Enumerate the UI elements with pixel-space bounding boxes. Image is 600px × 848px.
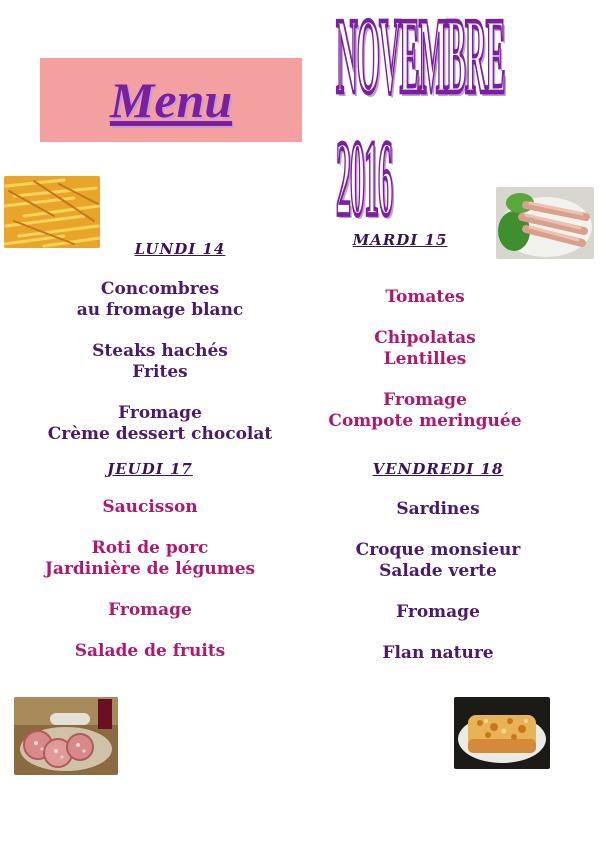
dish-side: Lentilles bbox=[383, 349, 467, 369]
dish-starter: Saucisson bbox=[102, 497, 198, 517]
croque-monsieur-photo bbox=[454, 697, 550, 769]
dish-starter: Sardines bbox=[396, 499, 480, 519]
menu-title-box bbox=[40, 58, 302, 142]
dish-side: Jardinière de légumes bbox=[44, 559, 256, 579]
day-column-mardi bbox=[330, 231, 470, 249]
dish-cheese: Fromage bbox=[118, 403, 202, 423]
vendredi-dishes bbox=[328, 499, 548, 664]
dish-starter: Concombres bbox=[100, 279, 220, 299]
saucisson-photo bbox=[14, 697, 118, 775]
dish-cheese: Fromage bbox=[383, 390, 467, 410]
dish-dessert: Compote meringuée bbox=[328, 411, 522, 431]
dish-starter: Tomates bbox=[385, 287, 465, 307]
menu-title: Menu bbox=[109, 72, 233, 128]
dish-dessert: Salade de fruits bbox=[74, 641, 226, 661]
dish-main: Croque monsieur bbox=[355, 540, 521, 560]
month-title: NOVEMBRE 2016 bbox=[336, 0, 505, 240]
french-fries-photo bbox=[4, 176, 100, 248]
day-heading-vendredi: VENDREDI 18 bbox=[372, 460, 504, 478]
mardi-dishes bbox=[310, 287, 540, 432]
jeudi-dishes bbox=[20, 497, 280, 662]
dish-dessert: Crème dessert chocolat bbox=[47, 424, 273, 444]
dish-cheese: Fromage bbox=[396, 602, 480, 622]
day-heading-jeudi: JEUDI 17 bbox=[107, 460, 193, 478]
lundi-dishes bbox=[20, 279, 300, 445]
day-column-jeudi bbox=[80, 460, 220, 478]
dish-dessert: Flan nature bbox=[382, 643, 494, 663]
dish-main: Chipolatas bbox=[374, 328, 476, 348]
dish-starter-detail: au fromage blanc bbox=[76, 300, 244, 320]
dish-side: Salade verte bbox=[379, 561, 497, 581]
dish-main: Steaks hachés bbox=[92, 341, 228, 361]
day-heading-mardi: MARDI 15 bbox=[352, 231, 448, 249]
day-column-vendredi bbox=[358, 460, 518, 478]
day-heading-lundi: LUNDI 14 bbox=[134, 240, 226, 258]
sausages-photo bbox=[496, 187, 594, 259]
day-column-lundi bbox=[40, 240, 280, 258]
dish-main: Roti de porc bbox=[91, 538, 209, 558]
dish-cheese: Fromage bbox=[108, 600, 192, 620]
dish-side: Frites bbox=[132, 362, 188, 382]
